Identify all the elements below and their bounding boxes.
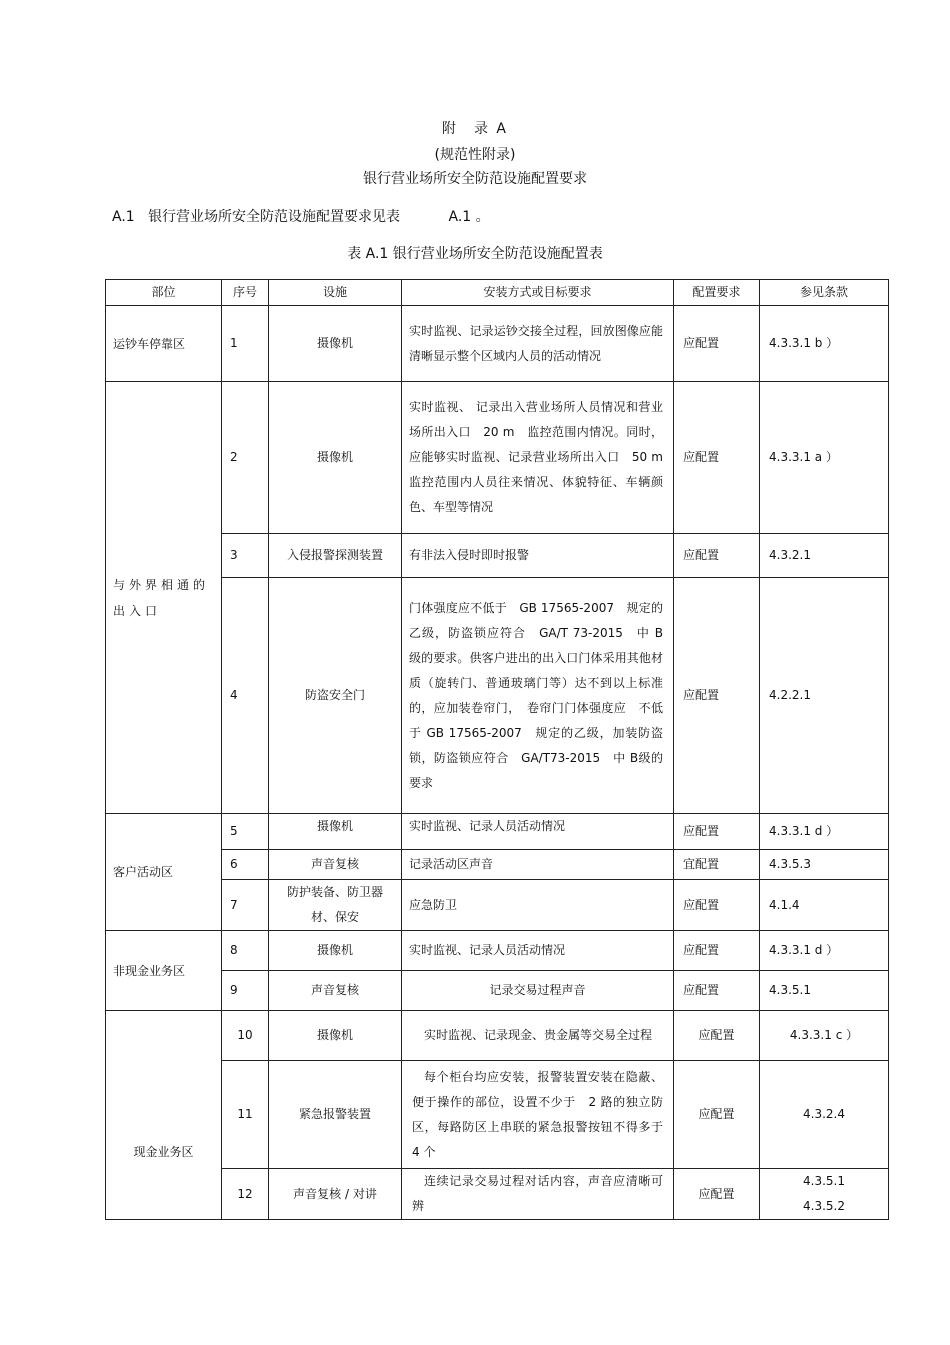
requirement-cell: 记录交易过程声音 [402, 971, 674, 1011]
appendix-nature: (规范性附录) [434, 147, 516, 163]
reference-cell: 4.1.4 [760, 880, 889, 931]
config-cell: 应配置 [674, 931, 760, 971]
requirement-cell: 有非法入侵时即时报警 [402, 534, 674, 578]
table-row [106, 971, 889, 1011]
table-row [106, 1011, 889, 1061]
table-row [106, 880, 889, 931]
config-cell: 应配置 [674, 971, 760, 1011]
row-number: 10 [222, 1011, 269, 1061]
config-cell: 应配置 [674, 306, 760, 382]
row-number: 5 [222, 814, 269, 850]
config-cell: 应配置 [674, 1169, 760, 1220]
config-cell: 应配置 [674, 880, 760, 931]
table-row [106, 306, 889, 382]
table-row [106, 1169, 889, 1220]
header-reference: 参见条款 [760, 280, 889, 306]
facility-config-table [105, 279, 889, 1220]
header-facility: 设施 [269, 280, 402, 306]
reference-line: 4.3.5.1 [803, 1174, 845, 1188]
row-number: 4 [222, 578, 269, 814]
row-number: 1 [222, 306, 269, 382]
config-cell: 应配置 [674, 814, 760, 850]
reference-cell: 4.3.2.4 [760, 1061, 889, 1169]
facility-cell: 摄像机 [269, 306, 402, 382]
requirement-cell: 应急防卫 [402, 880, 674, 931]
header-requirement: 安装方式或目标要求 [402, 280, 674, 306]
facility-cell: 摄像机 [269, 1011, 402, 1061]
reference-line: 4.3.5.2 [803, 1199, 845, 1213]
requirement-cell: 每个柜台均应安装，报警装置安装在隐蔽、便于操作的部位，设置不少于 2 路的独立防区，每路防区上串联的紧急报警按钮不得多于 4 个 [402, 1061, 674, 1169]
intro-number: A.1 [112, 209, 135, 225]
table-row [106, 382, 889, 534]
intro-text: 银行营业场所安全防范设施配置要求见表 [148, 209, 401, 225]
requirement-cell: 实时监视、 记录出入营业场所人员情况和营业场所出入口 20 m 监控范围内情况。同时，应能够实时监视、记录营业场所出入口 50 m 监控范围内人员往来情况、体貌特征、车辆颜色、车型等情况 [402, 382, 674, 534]
row-number: 2 [222, 382, 269, 534]
table-caption: 表 A.1 银行营业场所安全防范设施配置表 [347, 246, 603, 262]
requirement-cell: 记录活动区声音 [402, 850, 674, 880]
intro-ref: A.1 。 [448, 209, 490, 225]
reference-cell: 4.3.3.1 a ） [760, 382, 889, 534]
area-cell: 客户活动区 [106, 814, 222, 931]
requirement-cell: 实时监视、记录运钞交接全过程，回放图像应能清晰显示整个区域内人员的活动情况 [402, 306, 674, 382]
reference-cell: 4.3.2.1 [760, 534, 889, 578]
facility-cell: 防盗安全门 [269, 578, 402, 814]
requirement-cell: 门体强度应不低于 GB 17565-2007 规定的乙级，防盗锁应符合 GA/T 73-2015 中 B 级的要求。供客户进出的出入口门体采用其他材质（旋转门、普通玻璃门等）达不到以上标准的，应加装卷帘门， 卷帘门门体强度应 不低于 GB 17565-2007 规定的乙级，加装防盗锁，防盗锁应符合 GA/T73-2015 中 B级的要求 [402, 578, 674, 814]
requirement-cell: 实时监视、记录人员活动情况 [402, 814, 674, 850]
config-cell: 应配置 [674, 534, 760, 578]
row-number: 6 [222, 850, 269, 880]
row-number: 9 [222, 971, 269, 1011]
config-cell: 应配置 [674, 1061, 760, 1169]
config-cell: 应配置 [674, 1011, 760, 1061]
table-row [106, 931, 889, 971]
facility-cell: 入侵报警探测装置 [269, 534, 402, 578]
area-cell: 现金业务区 [106, 1011, 222, 1220]
reference-cell [760, 1169, 889, 1220]
appendix-title: 银行营业场所安全防范设施配置要求 [363, 171, 587, 187]
facility-cell: 紧急报警装置 [269, 1061, 402, 1169]
header-config: 配置要求 [674, 280, 760, 306]
reference-cell: 4.3.3.1 b ） [760, 306, 889, 382]
table-row [106, 578, 889, 814]
requirement-cell: 实时监视、记录现金、贵金属等交易全过程 [402, 1011, 674, 1061]
table-row [106, 814, 889, 850]
row-number: 8 [222, 931, 269, 971]
table-row [106, 534, 889, 578]
intro-paragraph [112, 206, 490, 226]
row-number: 11 [222, 1061, 269, 1169]
config-cell: 宜配置 [674, 850, 760, 880]
config-cell: 应配置 [674, 382, 760, 534]
header-part: 部位 [106, 280, 222, 306]
facility-cell: 防护装备、防卫器材、保安 [269, 880, 402, 931]
table-header-row [106, 280, 889, 306]
requirement-cell: 连续记录交易过程对话内容，声音应清晰可辨 [402, 1169, 674, 1220]
reference-cell: 4.3.5.1 [760, 971, 889, 1011]
facility-cell: 摄像机 [269, 931, 402, 971]
facility-cell: 声音复核 / 对讲 [269, 1169, 402, 1220]
area-cell: 非现金业务区 [106, 931, 222, 1011]
reference-cell: 4.3.3.1 d ） [760, 931, 889, 971]
appendix-heading: 附 录 A [441, 121, 509, 137]
row-number: 12 [222, 1169, 269, 1220]
table-row [106, 850, 889, 880]
config-cell: 应配置 [674, 578, 760, 814]
area-cell: 运钞车停靠区 [106, 306, 222, 382]
facility-cell: 摄像机 [269, 814, 402, 850]
reference-cell: 4.2.2.1 [760, 578, 889, 814]
facility-cell: 摄像机 [269, 382, 402, 534]
reference-cell: 4.3.5.3 [760, 850, 889, 880]
facility-cell: 声音复核 [269, 850, 402, 880]
area-cell: 与外界相通的出入口 [106, 382, 222, 814]
row-number: 7 [222, 880, 269, 931]
requirement-cell: 实时监视、记录人员活动情况 [402, 931, 674, 971]
table-row [106, 1061, 889, 1169]
row-number: 3 [222, 534, 269, 578]
reference-cell: 4.3.3.1 c ） [760, 1011, 889, 1061]
facility-cell: 声音复核 [269, 971, 402, 1011]
header-no: 序号 [222, 280, 269, 306]
reference-cell: 4.3.3.1 d ） [760, 814, 889, 850]
